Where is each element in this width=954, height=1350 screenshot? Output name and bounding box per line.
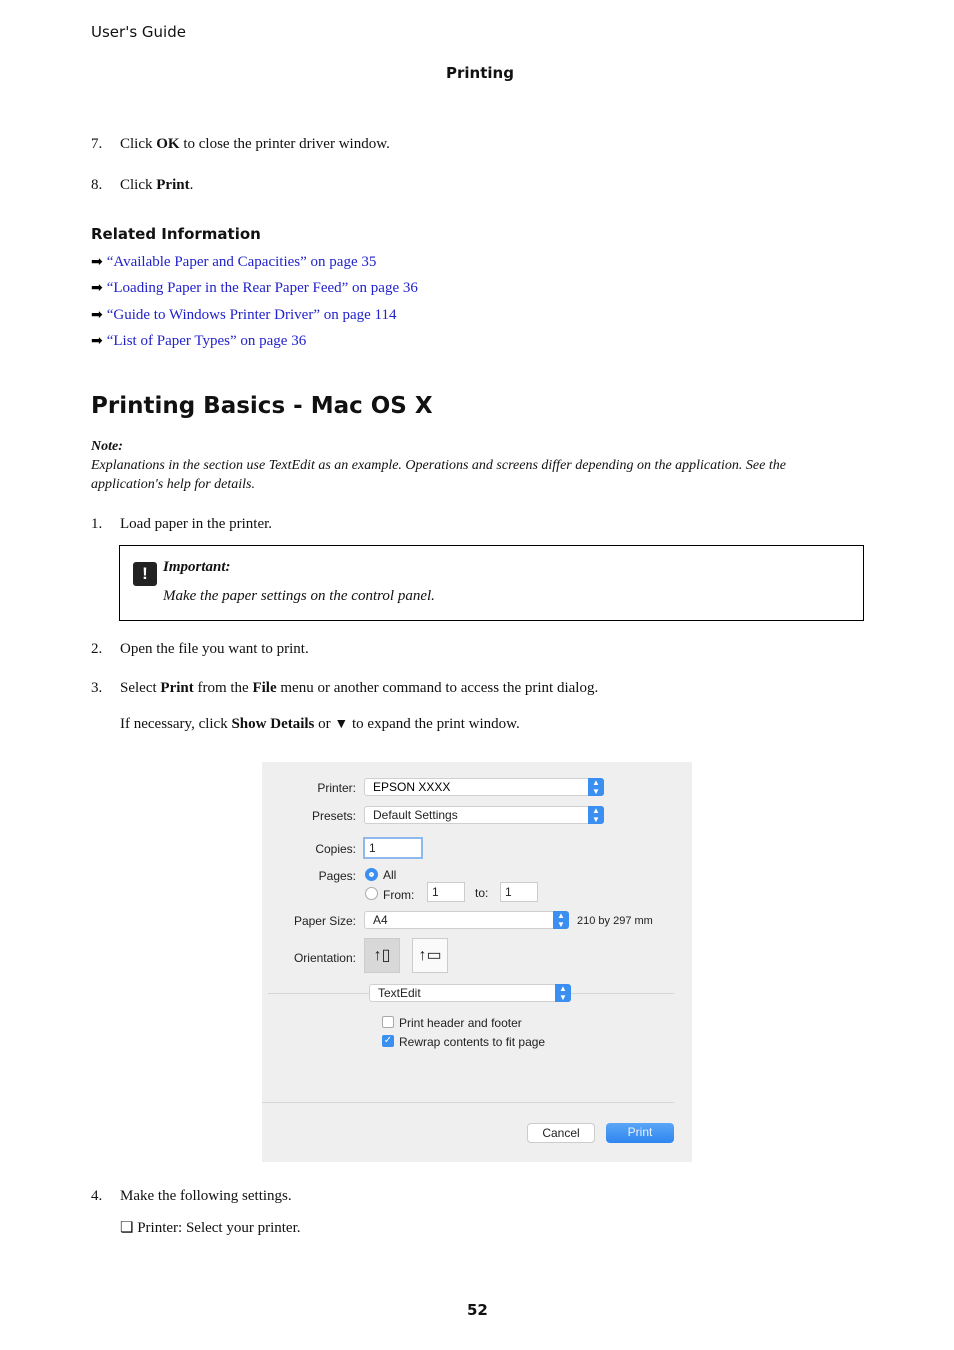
step-1: 1. Load paper in the printer. [91,516,273,532]
arrow-right-icon: ➡ [91,334,103,349]
step-3-sub: If necessary, click Show Details or ▼ to expand the print window. [120,716,520,732]
presets-select[interactable]: Default Settings ▲ ▼ [364,806,604,824]
print-header-footer-checkbox[interactable] [382,1016,394,1028]
portrait-orientation-button[interactable] [364,938,400,973]
printer-label: Printer: [317,781,356,795]
step-4-bullet: ❏ Printer: Select your printer. [120,1220,301,1236]
printer-select[interactable]: EPSON XXXX ▲ ▼ [364,778,604,796]
to-label: to: [475,886,489,900]
note-label: Note: [91,439,123,454]
step-2: 2. Open the file you want to print. [91,641,309,657]
note-text-1: Explanations in the section use TextEdit as an example. Operations and screens differ depending on the application. See the [91,458,786,473]
step-4: 4. Make the following settings. [91,1188,292,1204]
triangle-down-icon: ▼ [334,717,349,732]
important-text: Make the paper settings on the control panel. [163,588,435,604]
note-text-2: application's help for details. [91,477,255,492]
paper-size-label: Paper Size: [293,914,356,928]
orientation-label: Orientation: [293,951,356,965]
arrow-right-icon: ➡ [91,308,103,323]
stepper-icon: ▲ ▼ [553,911,569,929]
copies-label: Copies: [315,842,356,856]
copies-input[interactable]: 1 [363,837,423,859]
related-link-2[interactable]: ➡ “Loading Paper in the Rear Paper Feed” on page 36 [91,280,418,296]
arrow-right-icon: ➡ [91,255,103,270]
step-3: 3. Select Print from the File menu or another command to access the print dialog. [91,680,599,696]
print-header-footer-label: Print header and footer [399,1016,522,1030]
section-title: Printing Basics - Mac OS X [91,393,433,419]
important-label: Important: [163,559,231,575]
arrow-right-icon: ➡ [91,281,103,296]
related-link-3[interactable]: ➡ “Guide to Windows Printer Driver” on page 114 [91,307,397,323]
related-heading: Related Information [91,225,261,243]
important-box [119,545,864,621]
divider [262,1102,674,1103]
paper-dimensions: 210 by 297 mm [577,915,653,927]
pages-from-radio[interactable] [365,887,378,900]
page-number: 52 [467,1301,488,1319]
rewrap-checkbox[interactable]: ✓ [383,1035,393,1046]
pages-from-label: From: [383,888,415,902]
pages-all-radio[interactable] [365,868,378,881]
app-options-select[interactable]: TextEdit ▲ ▼ [369,984,571,1002]
cancel-button[interactable]: Cancel [527,1123,595,1143]
step-8: 8. Click Print. [91,177,194,193]
step-7: 7. Click OK to close the printer driver window. [91,136,390,152]
checkbox-bullet-icon: ❏ [120,1220,138,1236]
print-button[interactable]: Print [606,1123,674,1143]
pages-all-label: All [383,868,397,882]
stepper-icon: ▲ ▼ [588,806,604,824]
related-link-4[interactable]: ➡ “List of Paper Types” on page 36 [91,333,307,349]
print-dialog-screenshot [262,762,692,1162]
exclamation-icon: ! [133,562,157,586]
landscape-icon: ↑▭ [418,947,442,964]
pages-label: Pages: [318,869,356,883]
portrait-icon: ↑▯ [373,947,391,964]
rewrap-label: Rewrap contents to fit page [399,1035,546,1049]
header-guide: User's Guide [91,23,186,41]
from-input[interactable]: 1 [427,882,465,902]
landscape-orientation-button[interactable] [412,938,448,973]
paper-size-select[interactable]: A4 ▲ ▼ [364,911,569,929]
presets-label: Presets: [311,809,356,823]
header-section: Printing [446,64,514,82]
stepper-icon: ▲ ▼ [555,984,571,1002]
to-input[interactable]: 1 [500,882,538,902]
related-link-1[interactable]: ➡ “Available Paper and Capacities” on page 35 [91,254,377,270]
stepper-icon: ▲ ▼ [588,778,604,796]
